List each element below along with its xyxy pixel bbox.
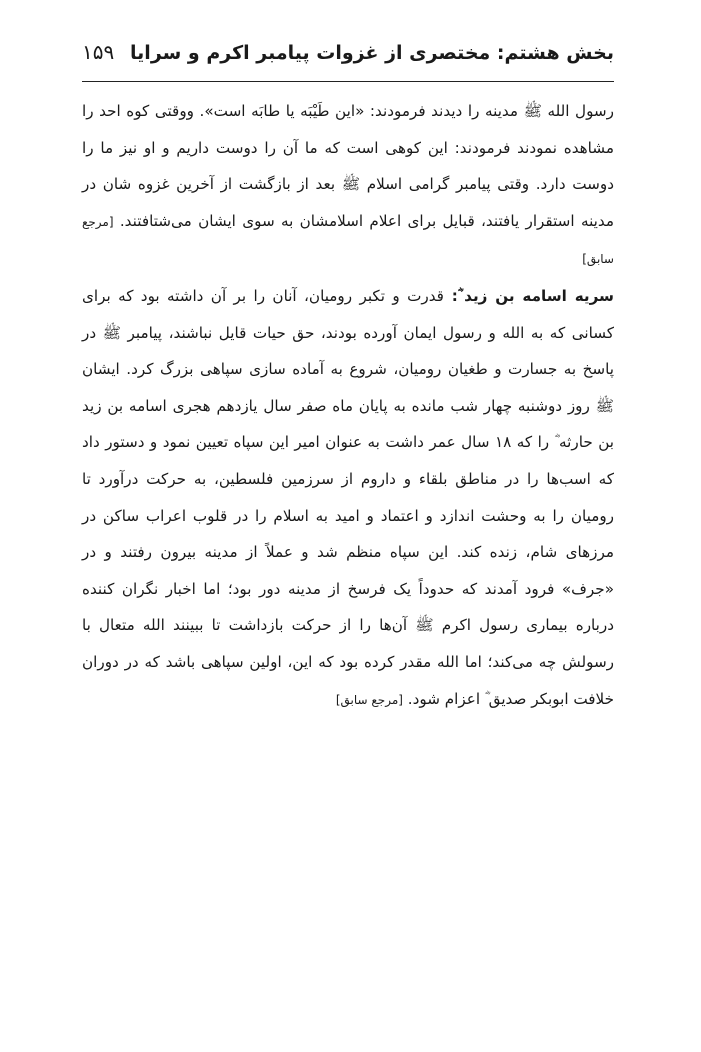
paragraph-2-reference: [مرجع سابق] (335, 692, 403, 707)
chapter-title: بخش هشتم: مختصری از غزوات پیامبر اکرم و سرایا (130, 42, 614, 64)
paragraph-1 (82, 93, 614, 278)
running-header (82, 34, 614, 82)
header-rule (82, 81, 614, 82)
paragraph-1-reference: [مرجع سابق] (82, 214, 614, 267)
page-number: ۱۵۹ (82, 40, 115, 64)
section-heading-osama-expedition: سریه اسامه بن زید ؓ: (443, 286, 614, 305)
paragraph-1-text: رسول الله ﷺ مدینه را دیدند فرمودند: «این طَیْبَه یا طابَه است». ووقتی کوه احد را مشاهده نمودند فرمودند: این کوهی است که ما آن را دوست داریم و او نیز ما را دوست دارد. وقتی پیامبر گرامی اسلام ﷺ بعد از بازگشت از آخرین غزوه شان در مدینه استقرار یافتند، قبایل برای اعلام اسلامشان به سوی ایشان می‌شتافتند. (82, 102, 614, 230)
paragraph-2-text: قدرت و تکبر رومیان، آنان را بر آن داشته بود که برای کسانی که به الله و رسول ایمان آورده بودند، حق حیات قایل نباشند، پیامبر ﷺ در پاسخ به جسارت و طغیان رومیان، شروع به آماده سازی سپاهی بزرگ کرد. ایشان ﷺ روز دوشنبه چهار شب مانده به پایان ماه صفر سال یازدهم هجری اسامه بن زید بن حارثه ؓ را که ۱۸ سال عمر داشت به عنوان امیر این سپاه تعیین نمود و دستور داد که اسب‌ها را در مناطق بلقاء و داروم از سرزمین فلسطین، به حرکت درآورد تا رومیان را به وحشت اندازد و اعتماد و امید به اسلام را در قلوب اعراب ساکن در مرزهای شام، زنده کند. این سپاه منظم شد و عملاً از مدینه بیرون رفتند و در «جرف» فرود آمدند که حدوداً یک فرسخ از مدینه دور بود؛ اما اخبار نگران کننده درباره بیماری رسول اکرم ﷺ آن‌ها را از حرکت بازداشت تا ببینند الله متعال با رسولش چه می‌کند؛ اما الله مقدر کرده بود که این، اولین سپاهی باشد که در دوران خلافت ابوبکر صدیق ؓ اعزام شود. (82, 286, 615, 708)
paragraph-2 (82, 278, 614, 718)
body-text (82, 93, 614, 718)
